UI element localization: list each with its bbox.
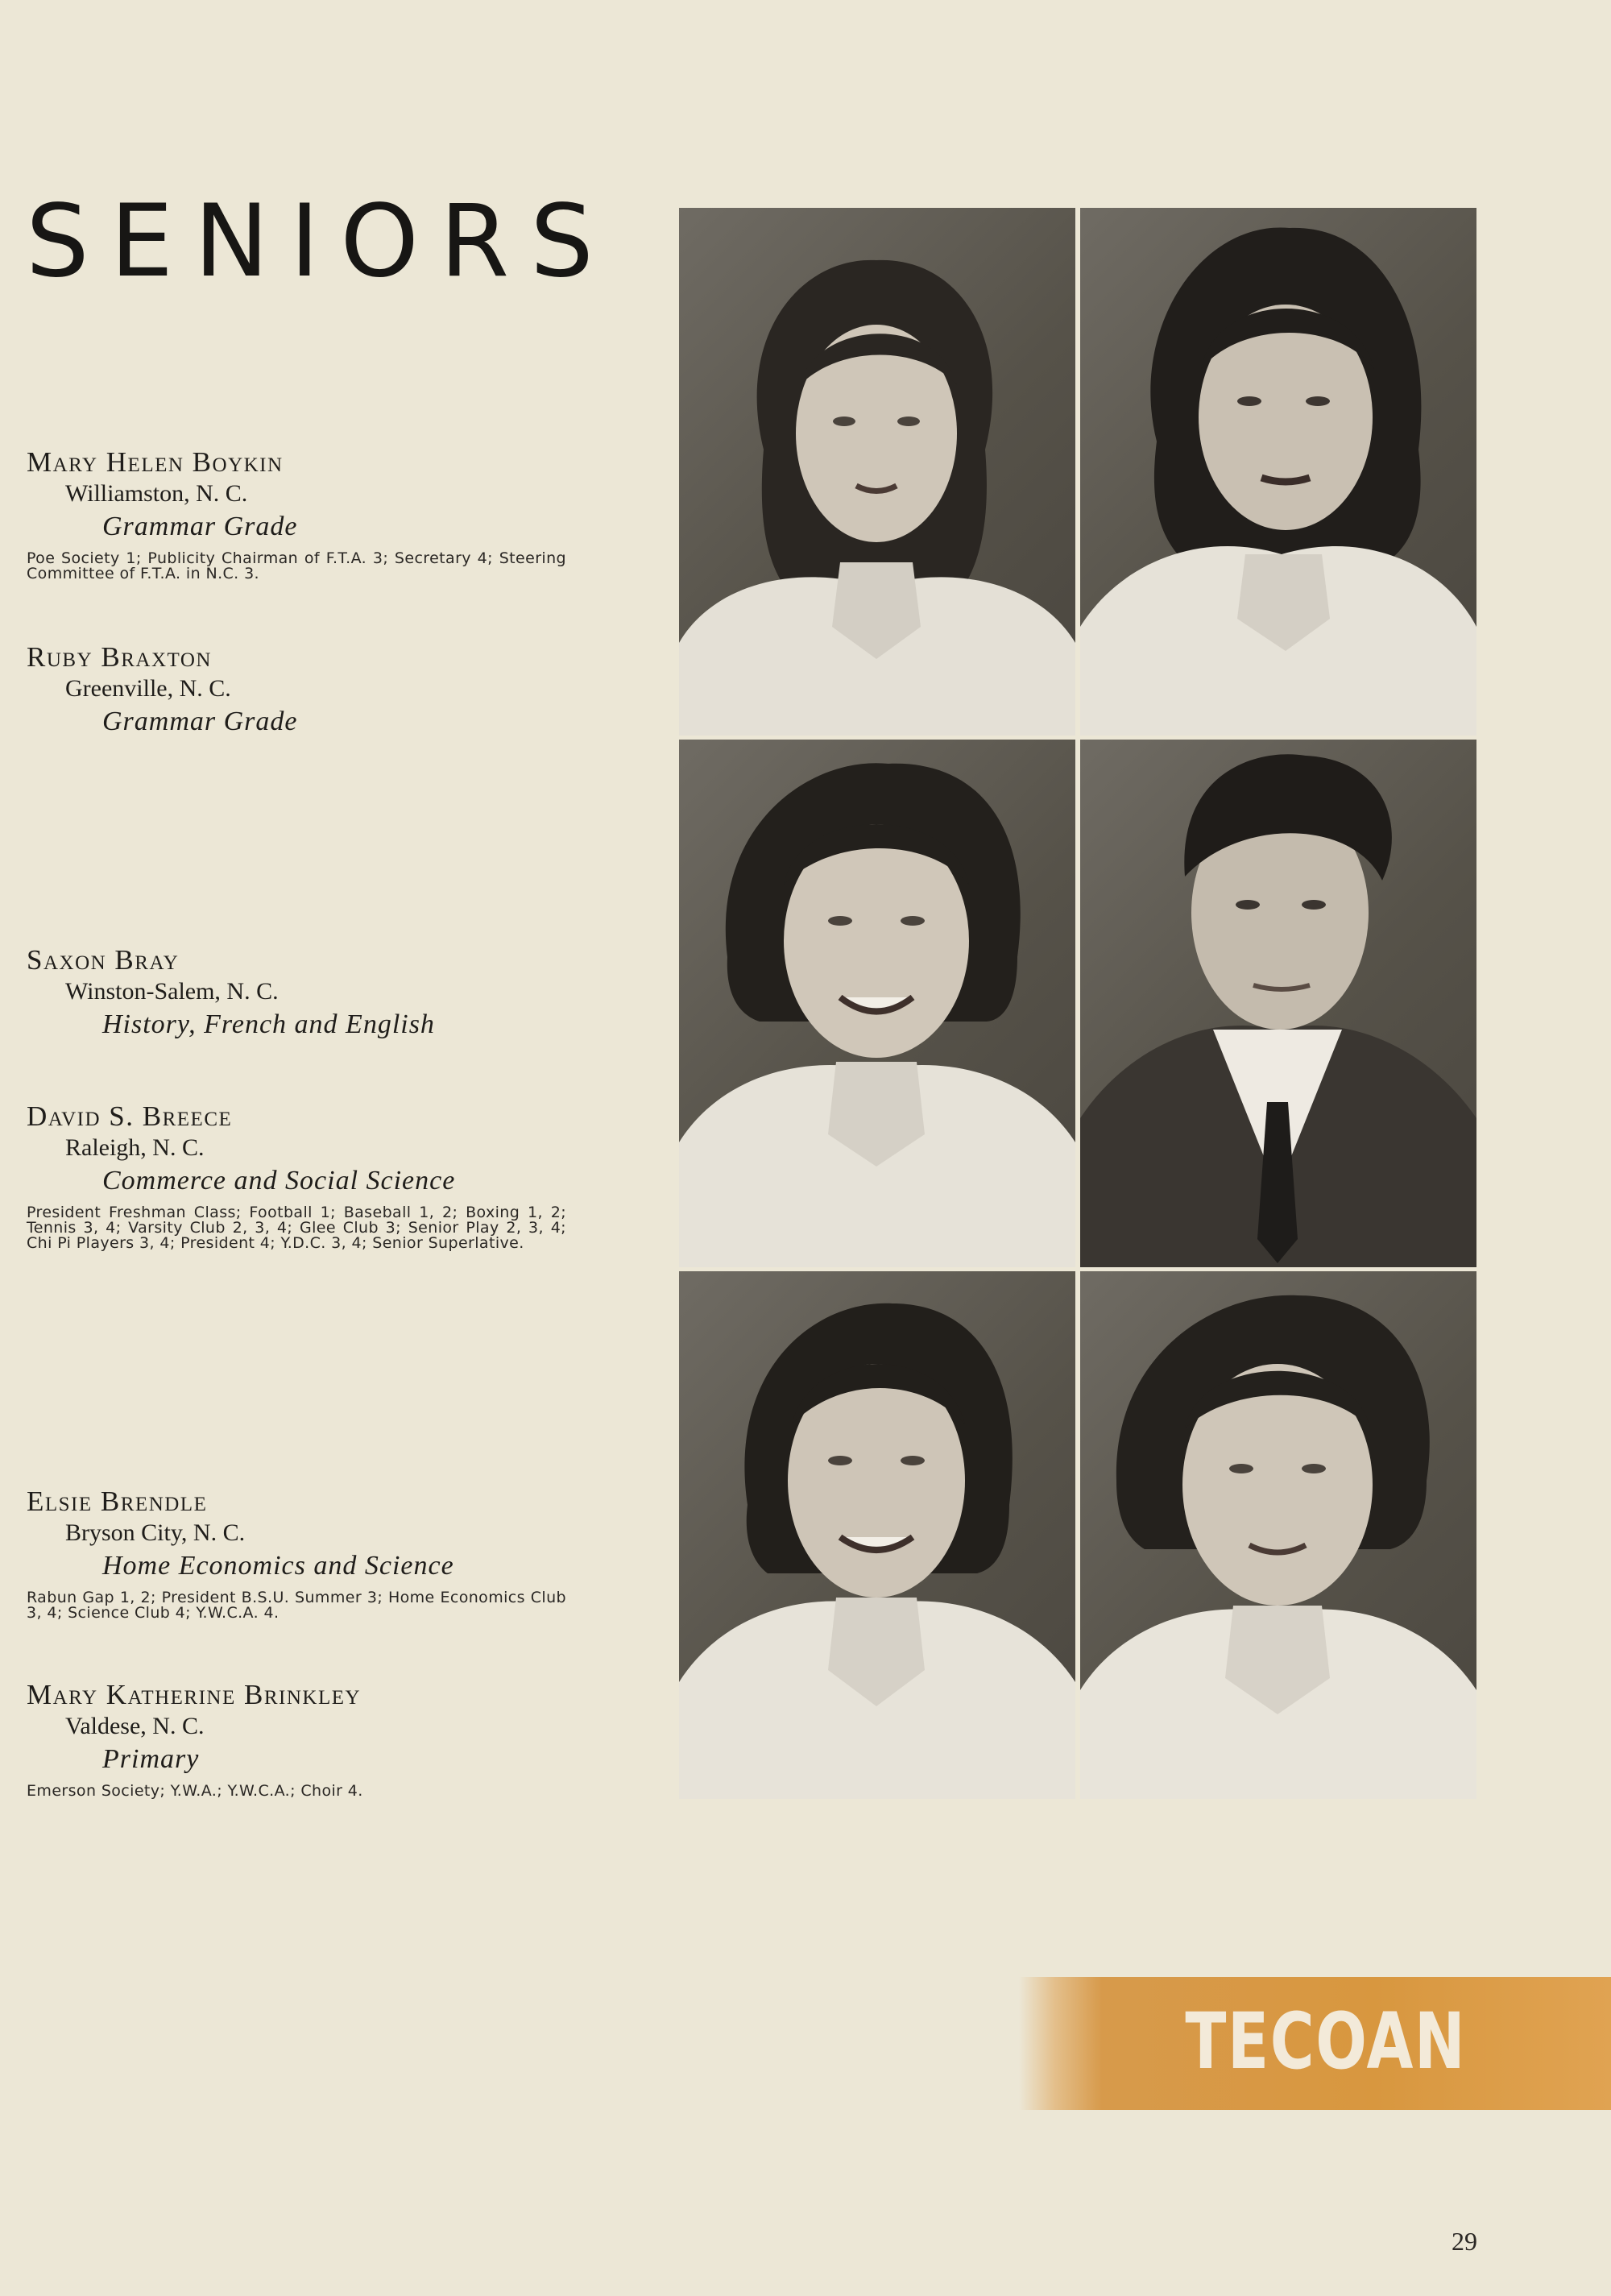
page-number: 29 [1452, 2227, 1477, 2256]
senior-activities: Emerson Society; Y.W.A.; Y.W.C.A.; Choir 4. [27, 1782, 363, 1800]
senior-name: Saxon Bray [27, 944, 180, 976]
senior-hometown: Winston-Salem, N. C. [65, 978, 279, 1005]
portrait-grid [679, 208, 1476, 1799]
senior-activities: Rabun Gap 1, 2; President B.S.U. Summer 3; Home Economics Club 3, 4; Science Club 4; Y.W.C.A. 4. [27, 1589, 566, 1622]
senior-major: Home Economics and Science [102, 1551, 454, 1581]
senior-hometown: Raleigh, N. C. [65, 1134, 205, 1161]
yearbook-title: TECOAN [1185, 1996, 1466, 2087]
senior-hometown: Williamston, N. C. [65, 480, 248, 507]
portrait-photo [679, 1271, 1075, 1799]
senior-activities: Poe Society 1; Publicity Chairman of F.T.A. 3; Secretary 4; Steering Committee of F.T.A. in N.C. 3. [27, 549, 566, 582]
senior-major: Grammar Grade [102, 512, 298, 541]
senior-entry-bray [27, 944, 566, 1042]
senior-hometown: Greenville, N. C. [65, 675, 231, 702]
senior-name: Elsie Brendle [27, 1486, 208, 1517]
senior-entry-brinkley [27, 1679, 566, 1799]
senior-name: Mary Helen Boykin [27, 446, 284, 478]
senior-entry-breece [27, 1100, 566, 1251]
senior-major: Grammar Grade [102, 707, 298, 736]
senior-major: History, French and English [102, 1009, 435, 1039]
senior-major: Commerce and Social Science [102, 1166, 456, 1196]
senior-entry-boykin [27, 446, 566, 582]
portrait-photo [1080, 1271, 1476, 1799]
senior-major: Primary [102, 1744, 200, 1774]
senior-activities: President Freshman Class; Football 1; Baseball 1, 2; Boxing 1, 2; Tennis 3, 4; Varsity Club 2, 3, 4; Glee Club 3; Senior Play 2, 3, 4; Chi Pi Players 3, 4; President 4; Y.D.C. 3, 4; Senior Superlative. [27, 1204, 566, 1252]
senior-hometown: Bryson City, N. C. [65, 1519, 246, 1546]
portrait-photo [679, 208, 1075, 736]
portrait-photo [1080, 740, 1476, 1267]
senior-entry-braxton [27, 641, 566, 740]
senior-hometown: Valdese, N. C. [65, 1713, 205, 1739]
portrait-photo [679, 740, 1075, 1267]
senior-name: David S. Breece [27, 1100, 233, 1132]
senior-entry-brendle [27, 1486, 566, 1621]
senior-name: Mary Katherine Brinkley [27, 1679, 362, 1710]
senior-name: Ruby Braxton [27, 641, 212, 673]
yearbook-banner [1019, 1977, 1611, 2110]
portrait-photo [1080, 208, 1476, 736]
page-title: SENIORS [26, 184, 615, 300]
